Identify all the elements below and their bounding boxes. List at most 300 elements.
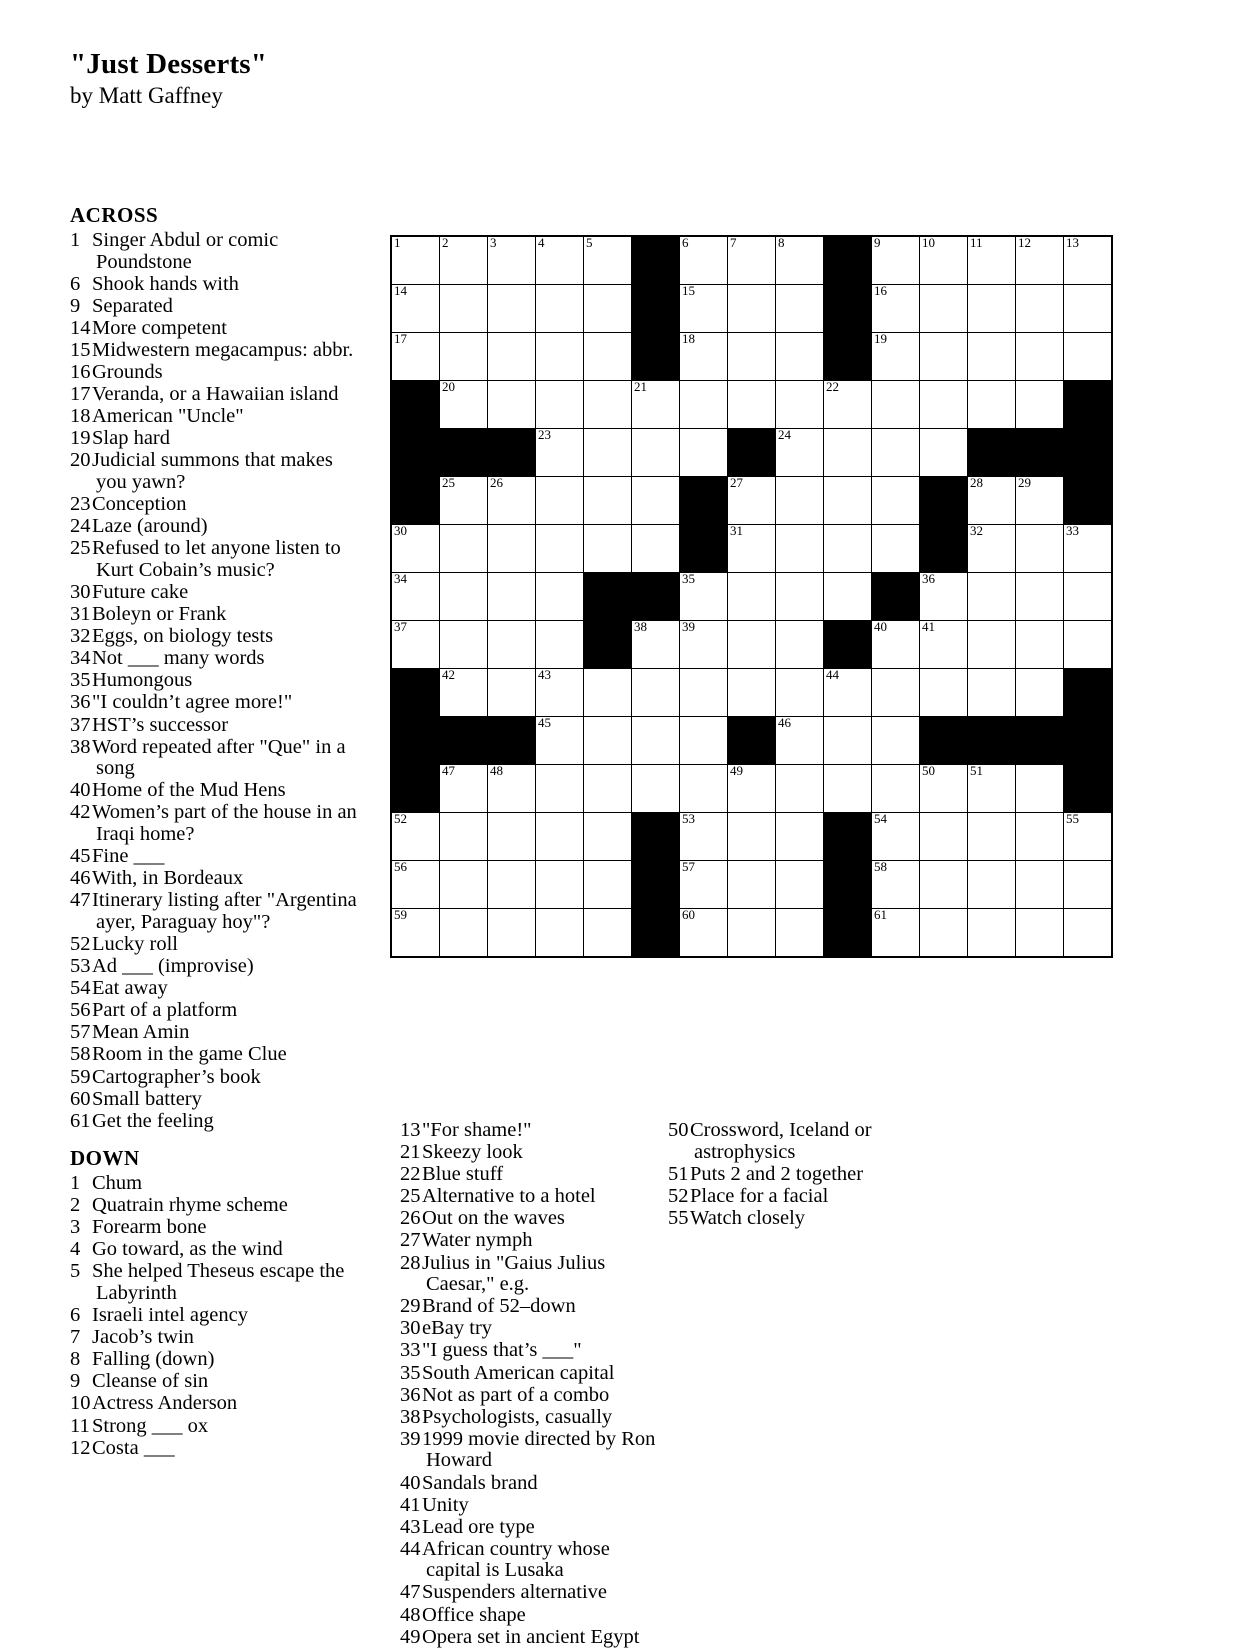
grid-cell-block [391, 669, 440, 717]
clue-item [70, 692, 360, 714]
clue-item [70, 956, 360, 978]
grid-cell-number: 58 [874, 859, 887, 874]
clue-item [70, 1044, 360, 1066]
clue-number: 17 [70, 383, 91, 406]
clue-item [400, 1605, 662, 1627]
grid-cell[interactable] [968, 525, 1016, 573]
grid-cell[interactable] [536, 333, 584, 381]
grid-cell[interactable] [776, 717, 824, 765]
grid-cell-number: 28 [970, 475, 983, 490]
clue-item [400, 1517, 662, 1539]
grid-cell[interactable] [824, 525, 872, 573]
clue-text: "For shame!" [422, 1119, 532, 1141]
grid-cell-number: 51 [970, 763, 983, 778]
clue-number: 30 [70, 581, 91, 603]
clue-text: Unity [422, 1493, 469, 1516]
clue-item [70, 1438, 362, 1460]
grid-cell-block [440, 717, 488, 765]
grid-cell[interactable] [488, 909, 536, 958]
grid-cell-number: 3 [490, 235, 497, 250]
clue-number: 8 [70, 1348, 81, 1371]
grid-cell-number: 16 [874, 283, 887, 298]
grid-cell[interactable] [391, 861, 440, 909]
clue-item [400, 1582, 662, 1604]
grid-cell[interactable] [632, 765, 680, 813]
grid-cell[interactable] [632, 525, 680, 573]
clue-number: 12 [70, 1436, 91, 1459]
grid-row [391, 909, 1112, 958]
grid-cell[interactable] [1064, 525, 1113, 573]
grid-cell[interactable] [872, 236, 920, 285]
clue-number: 16 [70, 361, 91, 384]
grid-cell[interactable] [632, 717, 680, 765]
clue-item [400, 1429, 662, 1472]
grid-cell[interactable] [584, 333, 632, 381]
grid-cell[interactable] [776, 525, 824, 573]
clue-text: Laze (around) [92, 515, 208, 538]
clue-text: Itinerary listing after "Argentina ayer, Paraguay hoy"? [92, 889, 357, 933]
grid-cell[interactable] [872, 909, 920, 958]
grid-cell[interactable] [440, 621, 488, 669]
grid-cell-number: 29 [1018, 475, 1031, 490]
clue-text: Not as part of a combo [422, 1383, 610, 1406]
grid-cell[interactable] [536, 285, 584, 333]
grid-cell[interactable] [536, 861, 584, 909]
grid-cell[interactable] [440, 525, 488, 573]
grid-cell[interactable] [536, 573, 584, 621]
clue-text: Slap hard [92, 427, 170, 450]
grid-cell[interactable] [872, 285, 920, 333]
grid-cell-block [391, 381, 440, 429]
grid-cell[interactable] [920, 813, 968, 861]
grid-cell[interactable] [920, 765, 968, 813]
grid-cell[interactable] [584, 909, 632, 958]
grid-cell[interactable] [920, 381, 968, 429]
grid-cell[interactable] [536, 477, 584, 525]
grid-cell[interactable] [872, 813, 920, 861]
grid-cell[interactable] [968, 285, 1016, 333]
grid-cell[interactable] [391, 285, 440, 333]
grid-cell-number: 44 [826, 667, 839, 682]
grid-cell[interactable] [776, 236, 824, 285]
grid-cell[interactable] [1016, 285, 1064, 333]
grid-cell[interactable] [776, 333, 824, 381]
grid-cell[interactable] [824, 573, 872, 621]
grid-cell[interactable] [680, 669, 728, 717]
grid-row [391, 333, 1112, 381]
clue-item [70, 1089, 360, 1111]
grid-cell[interactable] [680, 909, 728, 958]
grid-cell[interactable] [728, 813, 776, 861]
grid-cell[interactable] [1016, 333, 1064, 381]
grid-cell[interactable] [680, 765, 728, 813]
grid-cell[interactable] [440, 765, 488, 813]
grid-cell[interactable] [968, 236, 1016, 285]
grid-row [391, 236, 1112, 285]
grid-cell[interactable] [1016, 236, 1064, 285]
grid-cell[interactable] [968, 573, 1016, 621]
grid-cell[interactable] [440, 477, 488, 525]
grid-cell[interactable] [1064, 333, 1113, 381]
grid-cell[interactable] [1016, 909, 1064, 958]
clue-text: She helped Theseus escape the Labyrinth [92, 1260, 345, 1304]
grid-cell[interactable] [872, 477, 920, 525]
clue-number: 51 [668, 1162, 689, 1185]
down-clue-list-3 [668, 1120, 930, 1229]
grid-cell[interactable] [680, 621, 728, 669]
grid-cell[interactable] [584, 717, 632, 765]
clue-text: Home of the Mud Hens [92, 779, 286, 802]
grid-cell-number: 19 [874, 331, 887, 346]
grid-cell[interactable] [728, 381, 776, 429]
grid-cell[interactable] [488, 621, 536, 669]
grid-cell[interactable] [391, 236, 440, 285]
grid-cell[interactable] [1064, 813, 1113, 861]
grid-cell[interactable] [920, 909, 968, 958]
grid-cell-number: 40 [874, 619, 887, 634]
grid-cell[interactable] [920, 236, 968, 285]
grid-cell[interactable] [584, 381, 632, 429]
grid-cell[interactable] [680, 861, 728, 909]
clue-text: "I guess that’s ___" [422, 1339, 582, 1362]
grid-cell[interactable] [824, 717, 872, 765]
grid-cell[interactable] [968, 909, 1016, 958]
grid-cell-number: 38 [634, 619, 647, 634]
clue-item [70, 230, 360, 273]
clue-number: 35 [70, 669, 91, 692]
grid-cell[interactable] [488, 525, 536, 573]
grid-cell[interactable] [776, 765, 824, 813]
clue-text: Future cake [92, 581, 189, 603]
clue-number: 36 [400, 1383, 421, 1406]
grid-cell[interactable] [1064, 236, 1113, 285]
grid-cell[interactable] [536, 621, 584, 669]
grid-cell[interactable] [680, 813, 728, 861]
grid-cell[interactable] [488, 765, 536, 813]
grid-cell[interactable] [680, 429, 728, 477]
grid-cell-block [488, 717, 536, 765]
grid-cell[interactable] [440, 909, 488, 958]
clue-number: 38 [70, 735, 91, 758]
grid-cell[interactable] [440, 236, 488, 285]
grid-cell[interactable] [728, 236, 776, 285]
clue-item [400, 1539, 662, 1582]
grid-cell[interactable] [872, 765, 920, 813]
grid-cell[interactable] [824, 765, 872, 813]
grid-cell[interactable] [920, 285, 968, 333]
grid-cell[interactable] [1016, 525, 1064, 573]
clue-number: 52 [70, 933, 91, 955]
byline: by Matt Gaffney [70, 83, 223, 108]
grid-cell[interactable] [440, 573, 488, 621]
grid-cell[interactable] [584, 813, 632, 861]
clue-number: 14 [70, 316, 91, 339]
grid-cell-block [391, 477, 440, 525]
grid-table[interactable] [390, 235, 1113, 958]
grid-cell[interactable] [680, 381, 728, 429]
clue-number: 21 [400, 1141, 421, 1164]
clue-text: Small battery [92, 1087, 202, 1110]
grid-cell[interactable] [632, 429, 680, 477]
grid-cell[interactable] [488, 285, 536, 333]
clue-number: 9 [70, 294, 81, 317]
grid-cell[interactable] [728, 765, 776, 813]
grid-cell-number: 37 [394, 619, 407, 634]
clue-number: 11 [70, 1414, 90, 1437]
clue-number: 34 [70, 647, 91, 670]
grid-cell-number: 32 [970, 523, 983, 538]
grid-cell[interactable] [968, 477, 1016, 525]
grid-cell[interactable] [584, 429, 632, 477]
grid-cell[interactable] [968, 333, 1016, 381]
grid-cell[interactable] [584, 525, 632, 573]
grid-cell[interactable] [968, 765, 1016, 813]
grid-cell[interactable] [584, 477, 632, 525]
clue-number: 20 [70, 449, 91, 472]
clue-item [70, 296, 360, 318]
grid-cell[interactable] [440, 285, 488, 333]
grid-cell[interactable] [680, 333, 728, 381]
clue-item [70, 538, 360, 581]
grid-cell[interactable] [536, 429, 584, 477]
grid-cell[interactable] [1016, 669, 1064, 717]
clue-number: 38 [400, 1405, 421, 1428]
grid-cell[interactable] [632, 621, 680, 669]
grid-cell-number: 25 [442, 475, 455, 490]
grid-row [391, 429, 1112, 477]
grid-cell[interactable] [584, 861, 632, 909]
clue-number: 30 [400, 1317, 421, 1340]
grid-cell[interactable] [728, 525, 776, 573]
grid-cell[interactable] [536, 525, 584, 573]
grid-cell[interactable] [488, 477, 536, 525]
grid-cell[interactable] [776, 285, 824, 333]
grid-cell[interactable] [824, 381, 872, 429]
clue-number: 1 [70, 229, 81, 251]
grid-cell[interactable] [776, 669, 824, 717]
grid-cell[interactable] [536, 909, 584, 958]
grid-cell[interactable] [440, 813, 488, 861]
grid-cell[interactable] [536, 669, 584, 717]
clue-item [70, 362, 360, 384]
clue-item [668, 1208, 930, 1230]
grid-cell[interactable] [680, 285, 728, 333]
grid-cell[interactable] [440, 669, 488, 717]
grid-cell[interactable] [632, 381, 680, 429]
grid-cell[interactable] [488, 861, 536, 909]
grid-row [391, 717, 1112, 765]
grid-cell[interactable] [872, 333, 920, 381]
grid-cell[interactable] [1016, 813, 1064, 861]
down-column-1 [70, 1120, 362, 1460]
grid-cell[interactable] [728, 621, 776, 669]
grid-cell[interactable] [1064, 909, 1113, 958]
grid-row [391, 813, 1112, 861]
grid-cell[interactable] [968, 813, 1016, 861]
grid-cell[interactable] [1016, 765, 1064, 813]
grid-cell-block [728, 429, 776, 477]
crossword-grid[interactable] [390, 235, 1113, 958]
clue-text: Mean Amin [92, 1021, 190, 1044]
clue-number: 6 [70, 1304, 81, 1327]
clue-text: Suspenders alternative [422, 1581, 608, 1604]
clue-item [70, 428, 360, 450]
grid-cell[interactable] [872, 429, 920, 477]
grid-cell[interactable] [920, 333, 968, 381]
grid-cell[interactable] [1064, 621, 1113, 669]
grid-cell[interactable] [776, 861, 824, 909]
grid-cell[interactable] [632, 477, 680, 525]
grid-cell[interactable] [1064, 285, 1113, 333]
grid-cell[interactable] [968, 861, 1016, 909]
clue-text: Not ___ many words [92, 647, 265, 670]
grid-cell[interactable] [1016, 861, 1064, 909]
grid-cell[interactable] [536, 381, 584, 429]
grid-cell[interactable] [728, 333, 776, 381]
clue-item [70, 1022, 360, 1044]
grid-cell-number: 59 [394, 907, 407, 922]
clue-item [400, 1186, 662, 1208]
clue-text: eBay try [422, 1317, 493, 1340]
clue-number: 27 [400, 1229, 421, 1252]
clue-text: Jacob’s twin [92, 1326, 194, 1349]
clue-number: 49 [400, 1625, 421, 1648]
grid-cell[interactable] [824, 669, 872, 717]
grid-cell[interactable] [920, 573, 968, 621]
grid-cell[interactable] [968, 381, 1016, 429]
grid-cell[interactable] [536, 717, 584, 765]
grid-cell[interactable] [776, 813, 824, 861]
grid-cell[interactable] [632, 669, 680, 717]
grid-cell[interactable] [536, 236, 584, 285]
grid-cell-block [824, 621, 872, 669]
grid-cell[interactable] [536, 813, 584, 861]
grid-cell[interactable] [872, 525, 920, 573]
grid-cell[interactable] [776, 909, 824, 958]
clue-item [400, 1340, 662, 1362]
grid-cell[interactable] [776, 621, 824, 669]
grid-cell[interactable] [872, 381, 920, 429]
clue-text: Eat away [92, 977, 168, 1000]
clue-number: 56 [70, 999, 91, 1022]
grid-cell[interactable] [920, 669, 968, 717]
grid-cell[interactable] [488, 573, 536, 621]
grid-cell-block [1064, 669, 1113, 717]
clue-text: Sandals brand [422, 1471, 538, 1494]
grid-cell[interactable] [872, 669, 920, 717]
grid-cell[interactable] [728, 477, 776, 525]
grid-cell[interactable] [968, 669, 1016, 717]
clue-item [70, 1393, 362, 1415]
grid-cell[interactable] [1016, 477, 1064, 525]
grid-cell[interactable] [872, 861, 920, 909]
grid-cell[interactable] [584, 669, 632, 717]
grid-cell[interactable] [776, 381, 824, 429]
grid-cell[interactable] [728, 573, 776, 621]
clue-item [70, 516, 360, 538]
grid-cell[interactable] [680, 573, 728, 621]
grid-cell[interactable] [584, 236, 632, 285]
down-clue-list-2 [400, 1120, 662, 1648]
clue-number: 53 [70, 955, 91, 978]
grid-cell[interactable] [776, 573, 824, 621]
grid-cell[interactable] [1016, 573, 1064, 621]
clue-text: Lead ore type [422, 1515, 535, 1538]
clue-text: Alternative to a hotel [422, 1185, 596, 1208]
grid-cell[interactable] [488, 333, 536, 381]
grid-cell[interactable] [728, 861, 776, 909]
grid-cell[interactable] [1016, 621, 1064, 669]
grid-cell[interactable] [440, 381, 488, 429]
grid-cell[interactable] [776, 477, 824, 525]
grid-cell[interactable] [488, 381, 536, 429]
grid-cell[interactable] [680, 236, 728, 285]
grid-cell[interactable] [440, 861, 488, 909]
clue-text: Shook hands with [92, 272, 239, 295]
grid-cell[interactable] [391, 909, 440, 958]
grid-cell[interactable] [584, 765, 632, 813]
grid-cell[interactable] [920, 861, 968, 909]
down-column-2 [400, 1120, 662, 1649]
clue-number: 36 [70, 691, 91, 714]
grid-cell[interactable] [391, 525, 440, 573]
clue-item [70, 1327, 362, 1349]
clue-text: Midwestern megacampus: abbr. [92, 338, 354, 361]
grid-cell[interactable] [728, 285, 776, 333]
grid-cell[interactable] [1064, 573, 1113, 621]
grid-cell[interactable] [1064, 861, 1113, 909]
grid-cell[interactable] [440, 333, 488, 381]
clue-item [70, 626, 360, 648]
grid-cell[interactable] [872, 717, 920, 765]
grid-cell-block [440, 429, 488, 477]
grid-cell[interactable] [391, 333, 440, 381]
grid-cell[interactable] [776, 429, 824, 477]
grid-cell[interactable] [1016, 381, 1064, 429]
grid-cell[interactable] [824, 477, 872, 525]
clue-number: 39 [400, 1427, 421, 1450]
grid-cell[interactable] [728, 909, 776, 958]
grid-cell[interactable] [920, 429, 968, 477]
grid-cell[interactable] [488, 813, 536, 861]
clue-text: Actress Anderson [92, 1392, 238, 1415]
grid-cell[interactable] [584, 285, 632, 333]
grid-cell[interactable] [728, 669, 776, 717]
grid-cell[interactable] [824, 429, 872, 477]
clue-number: 9 [70, 1370, 81, 1393]
clue-item [400, 1208, 662, 1230]
clue-number: 2 [70, 1194, 81, 1217]
clue-item [70, 1173, 362, 1195]
grid-cell[interactable] [872, 621, 920, 669]
clue-item [70, 1217, 362, 1239]
grid-cell[interactable] [488, 669, 536, 717]
grid-cell[interactable] [488, 236, 536, 285]
grid-cell[interactable] [680, 717, 728, 765]
clue-text: Get the feeling [92, 1109, 214, 1132]
grid-cell[interactable] [920, 621, 968, 669]
clue-text: Israeli intel agency [92, 1304, 248, 1327]
grid-cell[interactable] [391, 621, 440, 669]
grid-cell[interactable] [968, 621, 1016, 669]
grid-cell[interactable] [391, 813, 440, 861]
grid-cell[interactable] [391, 573, 440, 621]
grid-cell-block [824, 861, 872, 909]
clue-text: Water nymph [422, 1229, 533, 1252]
clue-text: Brand of 52–down [422, 1295, 576, 1318]
grid-cell[interactable] [536, 765, 584, 813]
clue-item [668, 1164, 930, 1186]
